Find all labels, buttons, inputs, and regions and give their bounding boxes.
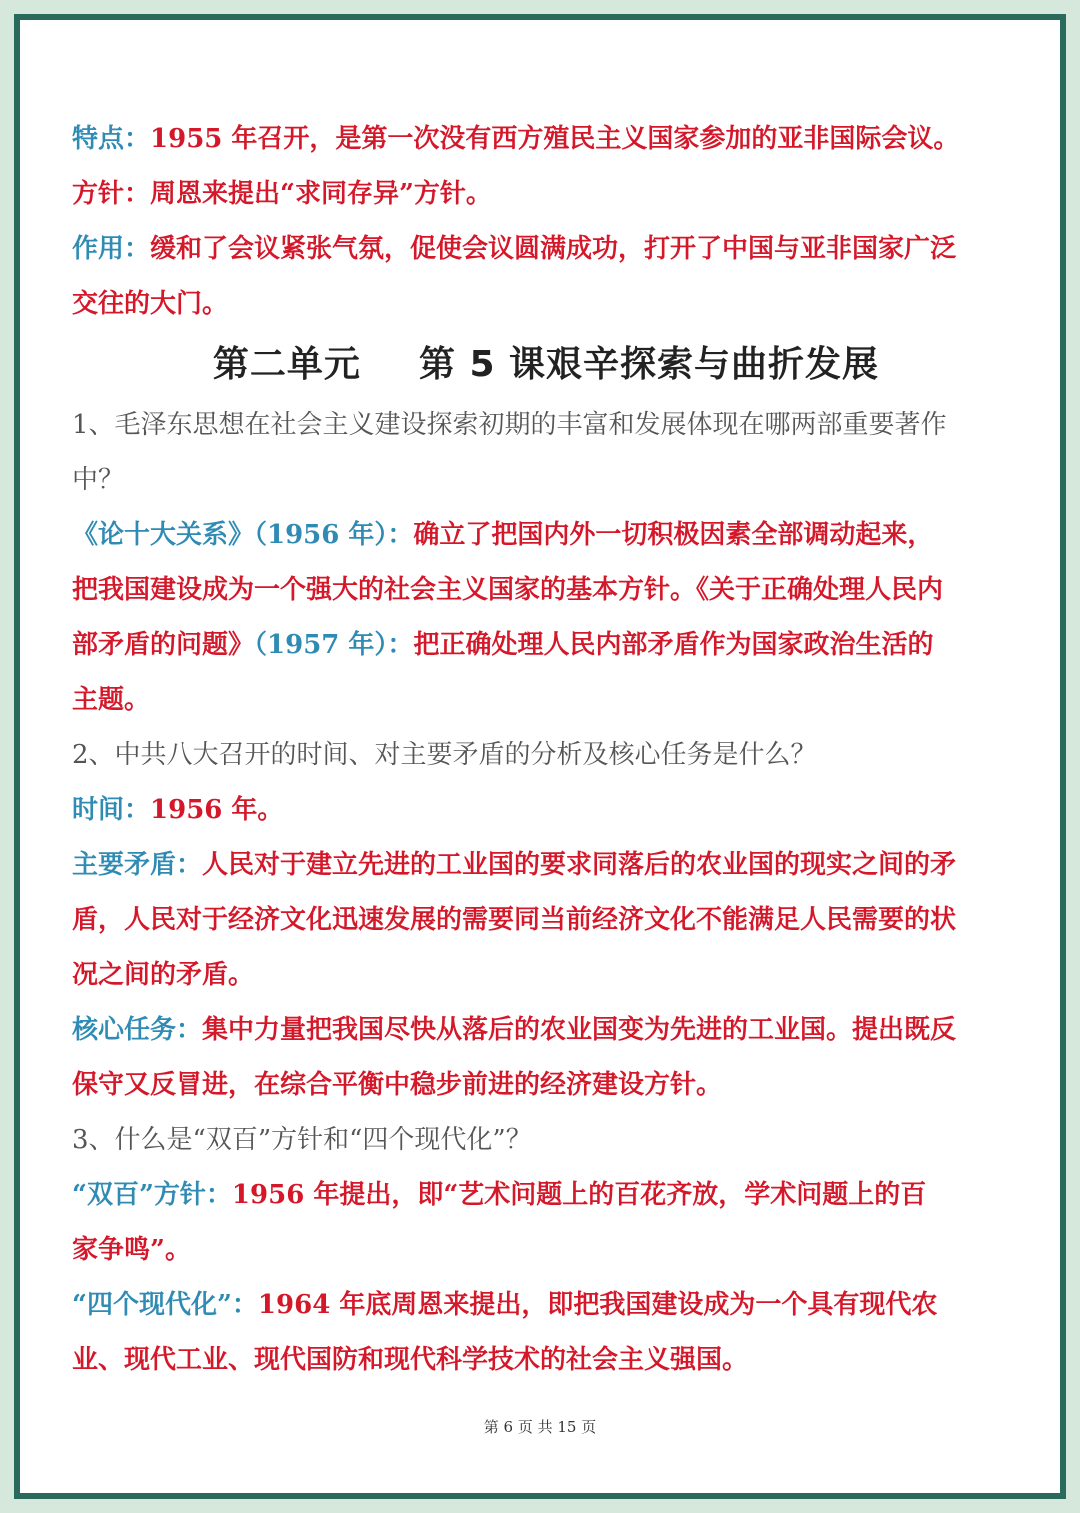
contradiction-label: 主要矛盾： [72, 850, 203, 880]
modernization-line-2 [72, 1333, 1020, 1388]
effect-text-2: 交往的大门。 [72, 289, 229, 319]
question-1-text-1: 1、毛泽东思想在社会主义建设探索初期的丰富和发展体现在哪两部重要著作 [72, 410, 947, 440]
question-2-line [72, 728, 1020, 783]
task-text-2: 保守又反冒进，在综合平衡中稳步前进的经济建设方针。 [72, 1070, 723, 1100]
work-2-text-1: 把正确处理人民内部矛盾作为国家政治生活的 [413, 630, 934, 660]
work-2-title: 《关于正确处理人民内 [696, 575, 944, 605]
modernization-text-2: 业、现代工业、现代国防和现代科学技术的社会主义强国。 [72, 1345, 749, 1375]
document-page [14, 14, 1066, 1499]
feature-label: 特点： [72, 124, 151, 154]
work-2-line-2 [72, 673, 1020, 728]
shuangbai-line-2 [72, 1223, 1020, 1278]
shuangbai-label: “双百”方针： [72, 1180, 232, 1210]
question-1-text-2: 中？ [72, 465, 125, 495]
work-1-text-1: 确立了把国内外一切积极因素全部调动起来， [413, 520, 934, 550]
contradiction-text-1: 人民对于建立先进的工业国的要求同落后的农业国的现实之间的矛 [202, 850, 957, 880]
modernization-label: “四个现代化”： [72, 1290, 258, 1320]
effect-line-2 [72, 277, 1020, 332]
shuangbai-text-1: 1956 年提出，即“艺术问题上的百花齐放，学术问题上的百 [231, 1180, 927, 1210]
task-label: 核心任务： [72, 1015, 203, 1045]
contradiction-line-3 [72, 948, 1020, 1003]
task-line-1 [72, 1003, 1020, 1058]
shuangbai-text-2: 家争鸣”。 [72, 1235, 191, 1265]
contradiction-text-2: 盾，人民对于经济文化迅速发展的需要同当前经济文化不能满足人民需要的状 [72, 905, 957, 935]
work-1-text-2: 把我国建设成为一个强大的社会主义国家的基本方针。 [72, 575, 697, 605]
task-text-1: 集中力量把我国尽快从落后的农业国变为先进的工业国。提出既反 [202, 1015, 957, 1045]
work-2-title-end: 部矛盾的问题》 [72, 630, 255, 660]
work-2-year: （1957 年）： [254, 630, 414, 660]
page-footer [20, 1416, 1060, 1437]
work-1-line-2 [72, 563, 1020, 618]
contradiction-text-3: 况之间的矛盾。 [72, 960, 255, 990]
contradiction-line-1 [72, 838, 1020, 893]
time-line [72, 783, 1020, 838]
unit-title: 第二单元 [212, 344, 361, 385]
work-2-text-2: 主题。 [72, 685, 151, 715]
question-1-line-1 [72, 398, 1020, 453]
work-1-label: 《论十大关系》（1956 年）： [72, 520, 414, 550]
question-3-line [72, 1113, 1020, 1168]
question-1-line-2 [72, 453, 1020, 508]
policy-label: 方针： [72, 179, 151, 209]
lesson-title: 第 5 课艰辛探索与曲折发展 [418, 344, 880, 385]
policy-line [72, 167, 1020, 222]
contradiction-line-2 [72, 893, 1020, 948]
page-number: 第 6 页 共 15 页 [483, 1418, 597, 1436]
effect-text-1: 缓和了会议紧张气氛，促使会议圆满成功，打开了中国与亚非国家广泛 [150, 234, 957, 264]
question-2-text: 2、中共八大召开的时间、对主要矛盾的分析及核心任务是什么？ [72, 740, 817, 770]
question-3-text: 3、什么是“双百”方针和“四个现代化”？ [72, 1125, 532, 1155]
modernization-text-1: 1964 年底周恩来提出，即把我国建设成为一个具有现代农 [257, 1290, 938, 1320]
work-1-line-1 [72, 508, 1020, 563]
page-content [72, 112, 1020, 1388]
time-label: 时间： [72, 795, 151, 825]
feature-line [72, 112, 1020, 167]
effect-line-1 [72, 222, 1020, 277]
modernization-line-1 [72, 1278, 1020, 1333]
task-line-2 [72, 1058, 1020, 1113]
effect-label: 作用： [72, 234, 151, 264]
time-text: 1956 年。 [150, 795, 284, 825]
shuangbai-line-1 [72, 1168, 1020, 1223]
work-2-line-1 [72, 618, 1020, 673]
unit-heading [72, 332, 1020, 398]
policy-text: 周恩来提出“求同存异”方针。 [150, 179, 492, 209]
feature-text: 1955 年召开，是第一次没有西方殖民主义国家参加的亚非国际会议。 [150, 124, 960, 154]
